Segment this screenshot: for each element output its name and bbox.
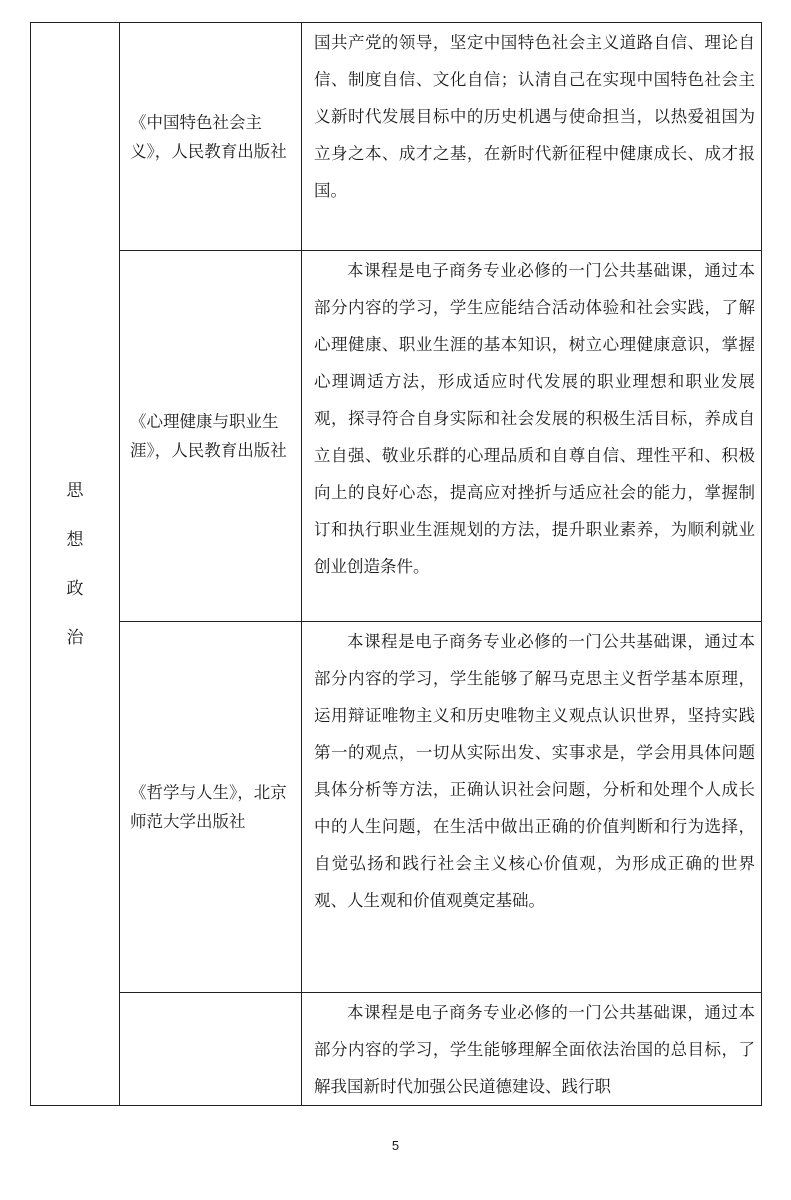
category-char: 想	[66, 529, 84, 550]
book-title-cell: 《心理健康与职业生涯》，人民教育出版社	[120, 251, 302, 622]
course-description: 本课程是电子商务专业必修的一门公共基础课，通过本部分内容的学习，学生能够了解马克思主义哲学基本原理，运用辩证唯物主义和历史唯物主义观点认识世界，坚持实践第一的观点，一切从实际出发、实事求是，学会用具体问题具体分析等方法，正确认识社会问题，分析和处理个人成长中的人生问题，在生活中做出正确的价值判断和行为选择，自觉弘扬和践行社会主义核心价值观，为形成正确的世界观、人生观和价值观奠定基础。	[314, 632, 755, 910]
course-description: 国共产党的领导，坚定中国特色社会主义道路自信、理论自信、制度自信、文化自信；认清自己在实现中国特色社会主义新时代发展目标中的历史机遇与使命担当，以热爱祖国为立身之本、成才之基，在新时代新征程中健康成长、成才报国。	[314, 33, 755, 200]
category-char: 思	[66, 480, 84, 501]
course-description: 本课程是电子商务专业必修的一门公共基础课，通过本部分内容的学习，学生应能结合活动体验和社会实践，了解心理健康、职业生涯的基本知识，树立心理健康意识，掌握心理调适方法，形成适应时代发展的职业理想和职业发展观，探寻符合自身实际和社会发展的积极生活目标，养成自立自强、敬业乐群的心理品质和自尊自信、理性平和、积极向上的良好心态，提高应对挫折与适应社会的能力，掌握制订和执行职业生涯规划的方法，提升职业素养，为顺利就业创业创造条件。	[314, 261, 755, 576]
course-description-cell	[302, 23, 762, 251]
table-row	[31, 993, 762, 1106]
book-title-cell: 《哲学与人生》，北京师范大学出版社	[120, 622, 302, 993]
book-title-cell: 《中国特色社会主义》，人民教育出版社	[120, 23, 302, 251]
book-title-cell	[120, 993, 302, 1106]
course-description-cell	[302, 622, 762, 993]
curriculum-table	[30, 22, 762, 1106]
course-description: 本课程是电子商务专业必修的一门公共基础课，通过本部分内容的学习，学生能够理解全面依法治国的总目标，了解我国新时代加强公民道德建设、践行职	[314, 1003, 755, 1096]
category-char: 政	[66, 578, 84, 599]
course-description-cell	[302, 993, 762, 1106]
course-description-cell	[302, 251, 762, 622]
category-cell	[31, 23, 120, 1106]
table-row	[31, 23, 762, 251]
page-number: 5	[391, 1138, 400, 1153]
table-row	[31, 622, 762, 993]
table-row	[31, 251, 762, 622]
category-char: 治	[66, 627, 84, 648]
